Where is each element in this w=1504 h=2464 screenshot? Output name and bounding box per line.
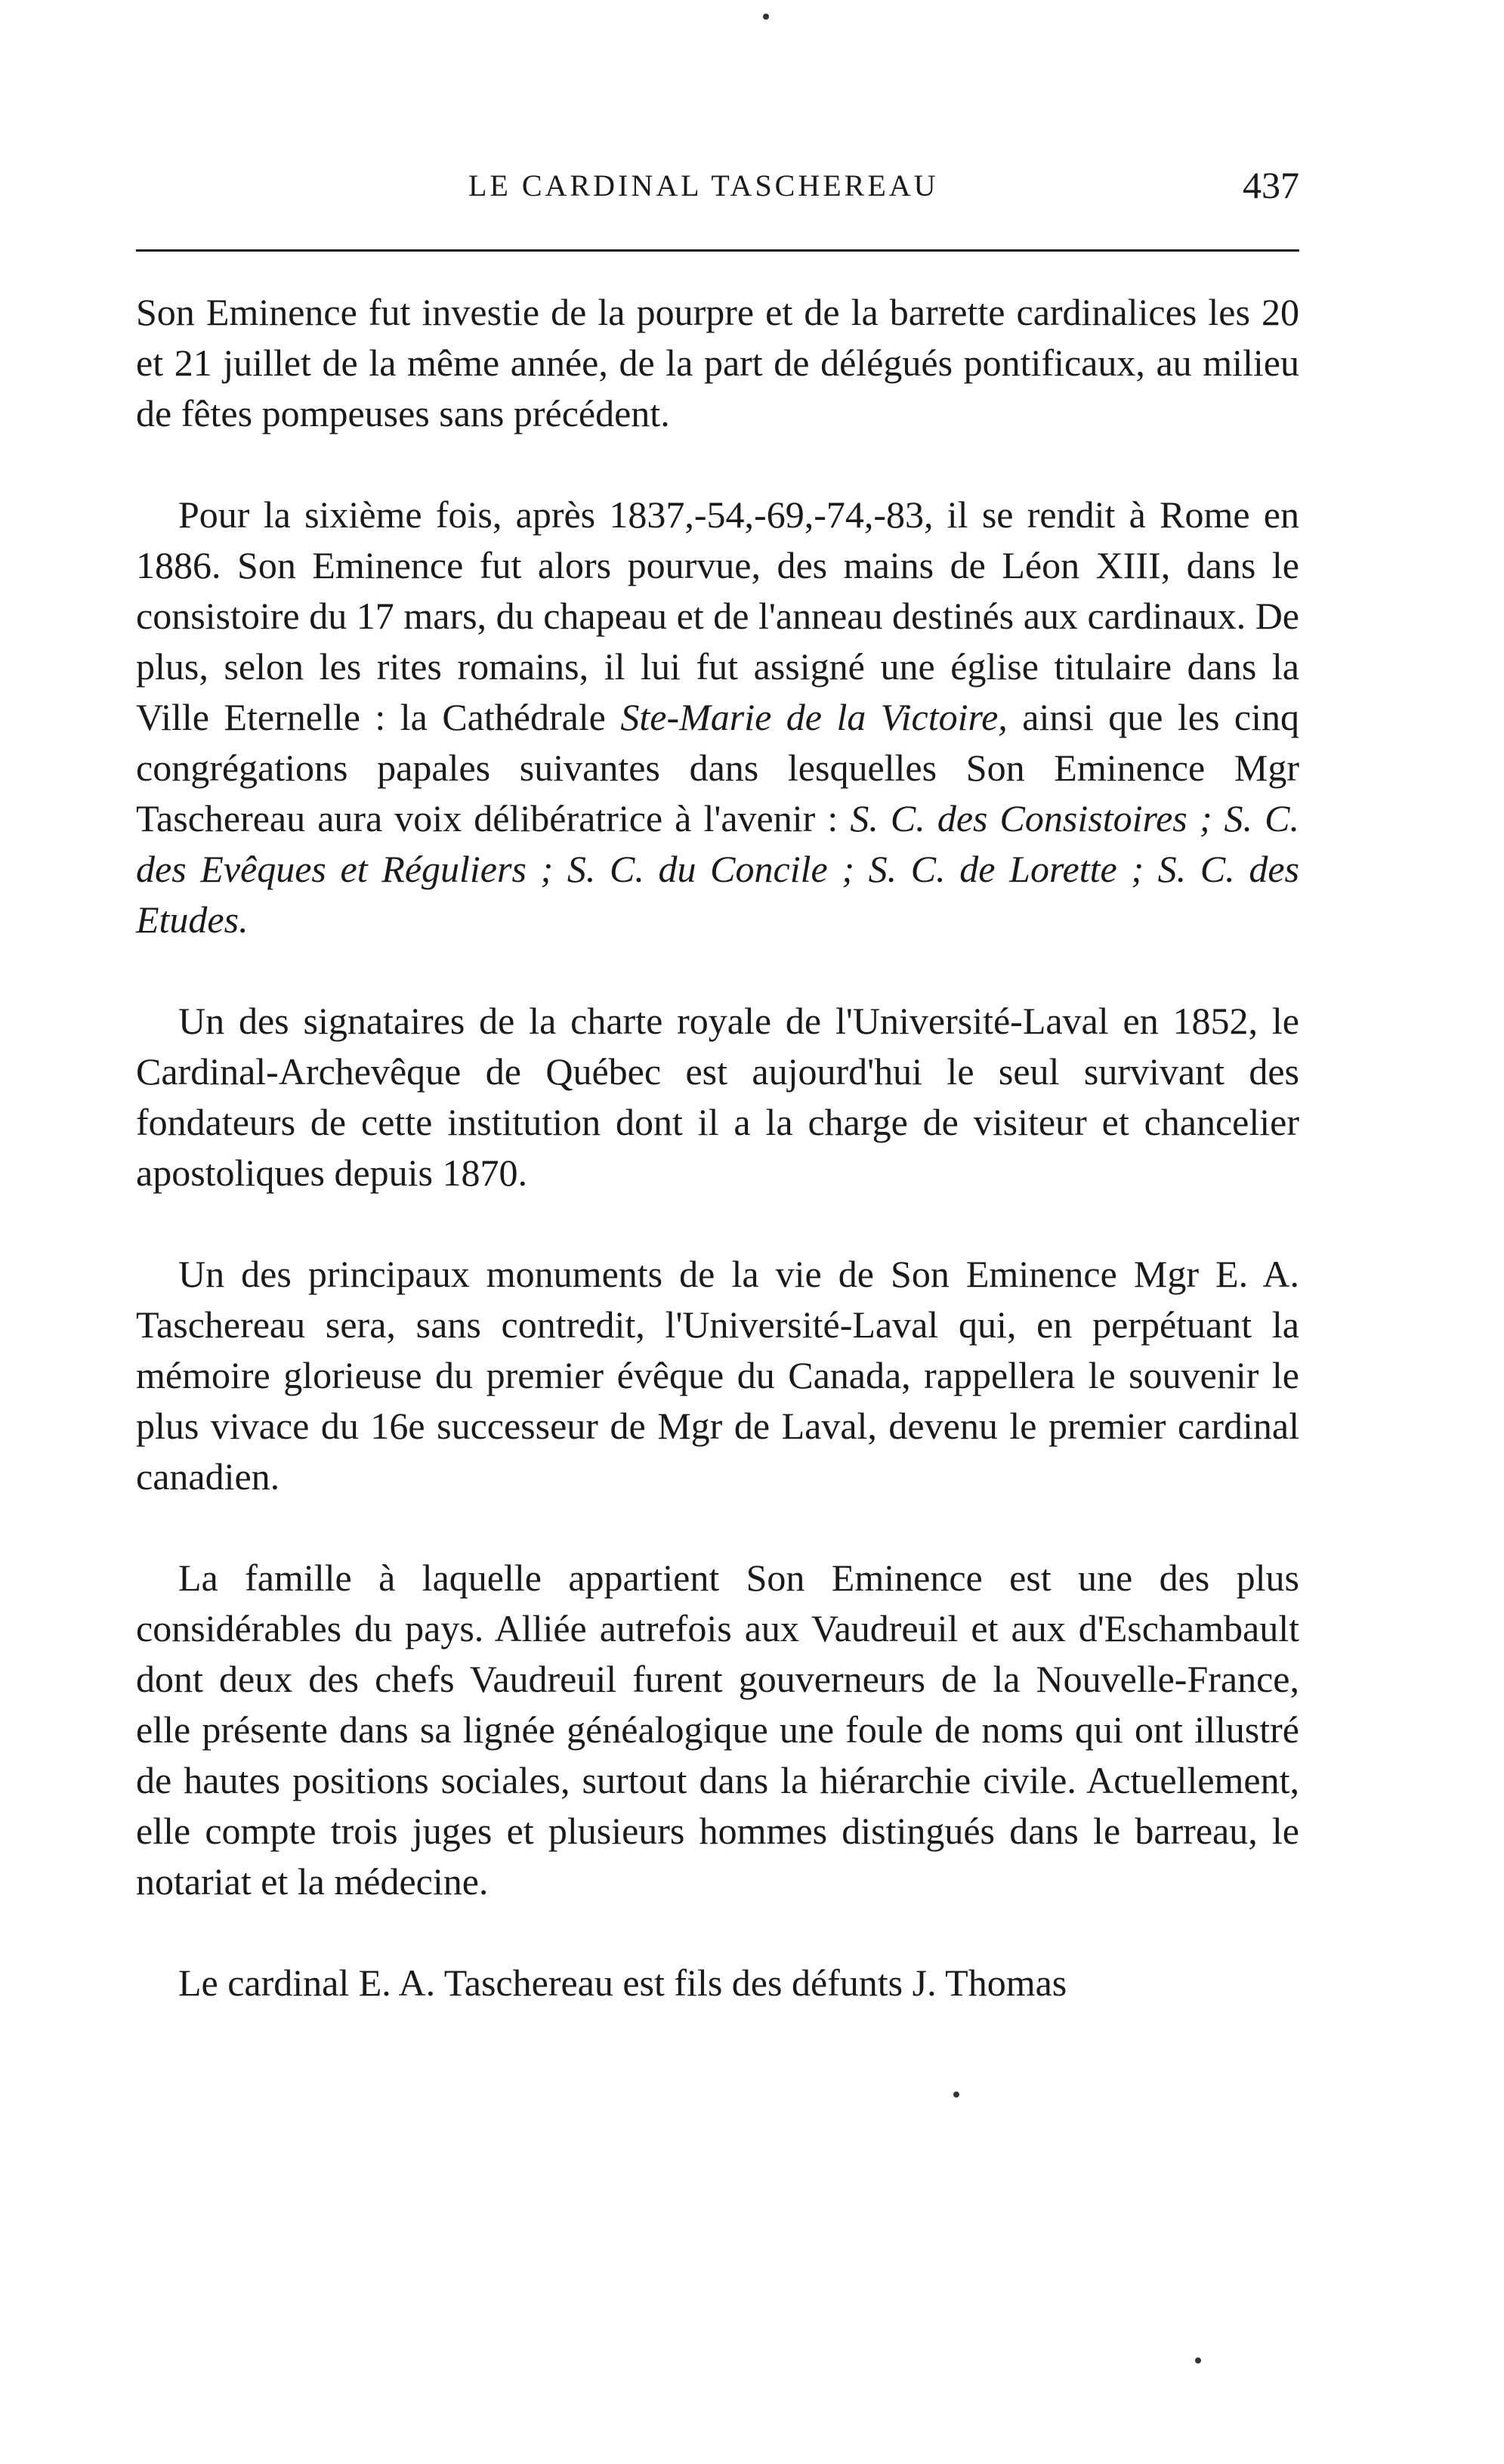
paragraph-text: Un des principaux monuments de la vie de Son Eminence Mgr E. A. Taschereau sera, sans contredit, l'Université-Laval qui, en perpétuant la mémoire glorieuse du premier évêque du Canada, rappellera le souvenir le plus vivace du 16e successeur de Mgr de Laval, devenu le premier cardinal canadien. bbox=[136, 1253, 1299, 1498]
running-title: LE CARDINAL TASCHEREAU bbox=[468, 168, 939, 202]
book-page bbox=[136, 0, 1314, 2464]
paragraph-investiture bbox=[136, 287, 1299, 439]
paragraph-family bbox=[136, 1553, 1299, 1907]
italic-congregations: S. C. des Consistoires ; S. C. des Evêques et Réguliers ; S. C. du Concile ; S. C. de Lorette ; S. C. des Etudes. bbox=[136, 797, 1299, 941]
paper-speck bbox=[953, 2091, 959, 2098]
paragraph-monuments bbox=[136, 1249, 1299, 1502]
paragraph-universite-laval-charter bbox=[136, 996, 1299, 1198]
header-rule bbox=[136, 249, 1299, 252]
paragraph-rome-1886 bbox=[136, 490, 1299, 945]
body-text bbox=[136, 287, 1299, 2008]
paragraph-text: Le cardinal E. A. Taschereau est fils des défunts J. Thomas bbox=[178, 1962, 1067, 2004]
paper-speck bbox=[1195, 2357, 1201, 2364]
paragraph-text: Un des signataires de la charte royale de l'Université-Laval en 1852, le Cardinal-Archevêque de Québec est aujourd'hui le seul survivant des fondateurs de cette institution dont il a la charge de visiteur et chancelier apostoliques depuis 1870. bbox=[136, 1000, 1299, 1194]
paragraph-text: Son Eminence fut investie de la pourpre et de la barrette cardinalices les 20 et 21 juillet de la même année, de la part de délégués pontificaux, au milieu de fêtes pompeuses sans précédent. bbox=[136, 291, 1299, 434]
paragraph-text: ainsi que les cinq congrégations papales suivantes dans lesquelles Son Eminence Mgr Taschereau aura voix délibératrice à l'avenir : bbox=[136, 696, 1299, 839]
running-head bbox=[136, 164, 1314, 213]
paper-speck bbox=[763, 14, 769, 20]
paragraph-text: La famille à laquelle appartient Son Eminence est une des plus considérables du pays. Alliée autrefois aux Vaudreuil et aux d'Eschambault dont deux des chefs Vaudreuil furent gouverneurs de la Nouvelle-France, elle présente dans sa lignée généalogique une foule de noms qui ont illustré de hautes positions sociales, surtout dans la hiérarchie civile. Actuellement, elle compte trois juges et plusieurs hommes distingués dans le barreau, le notariat et la médecine. bbox=[136, 1557, 1299, 1903]
page-number: 437 bbox=[1243, 164, 1299, 206]
paragraph-parentage bbox=[136, 1958, 1299, 2008]
italic-church-name: Ste-Marie de la Victoire, bbox=[620, 696, 1008, 738]
paragraph-text: Pour la sixième fois, après 1837,-54,-69,-74,-83, il se rendit à Rome en 1886. Son Eminence fut alors pourvue, des mains de Léon XIII, dans le consistoire du 17 mars, du chapeau et de l'anneau destinés aux cardinaux. De plus, selon les rites romains, il lui fut assigné une église titulaire dans la Ville Eternelle : la Cathédrale bbox=[136, 493, 1299, 738]
